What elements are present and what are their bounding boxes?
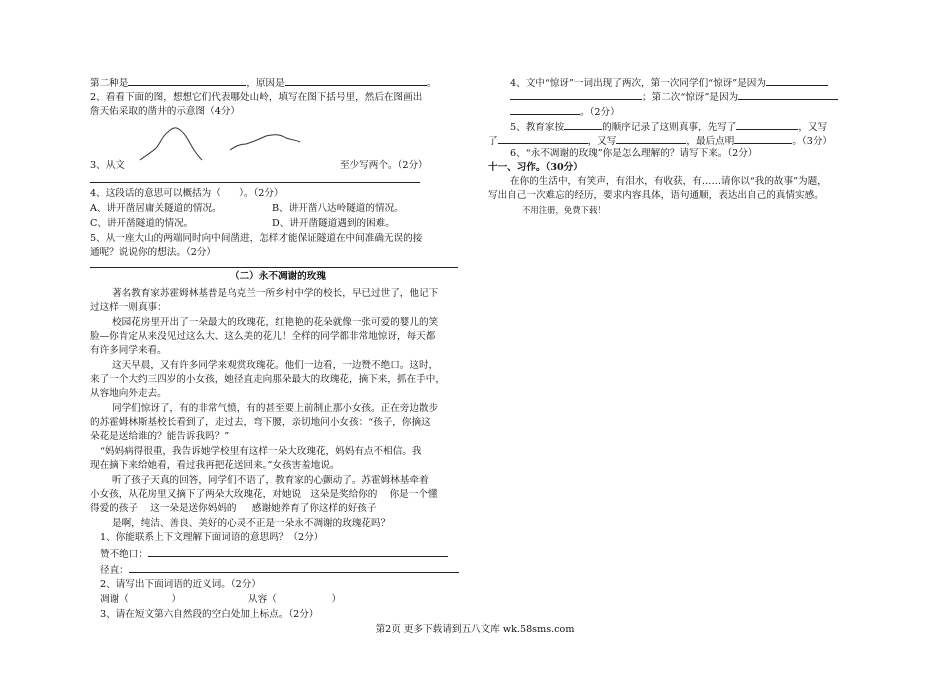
passage-p4-l2: 的苏霍姆林斯基校长看到了，走过去，弯下腰，亲切地问小女孩：“孩子，你摘这 bbox=[90, 417, 431, 428]
writing-prompt-line2: 写出自己一次难忘的经历，要求内容具体，语句通顺，表达出自己的真情实感。 bbox=[488, 190, 824, 201]
question-2-line2: 詹天佑采取的凿井的示意图（4分） bbox=[90, 106, 241, 117]
option-b: B、讲开凿八达岭隧道的情况。 bbox=[272, 203, 404, 214]
passage-p5-l1: “妈妈病得很重，我告诉她学校里有这样一朵大玫瑰花，妈妈有点不相信。我 bbox=[100, 446, 422, 457]
answer-line-q3 bbox=[90, 182, 420, 183]
synonym-congrong: 从容（ ） bbox=[248, 594, 342, 605]
option-d: D、讲开凿隧道遇到的困难。 bbox=[272, 218, 395, 229]
passage-p6-l3: 得爱的孩子 这一朵是送你妈妈的 感谢她养育了你这样的好孩子 bbox=[90, 503, 377, 514]
passage-p3-l2: 来了一个大约三四岁的小女孩，她径直走向那朵最大的玫瑰花，摘下来，抓在手中， bbox=[90, 374, 445, 385]
passage-p1-l2: 过这样一则真事： bbox=[90, 302, 167, 313]
passage-p1-l1: 著名教育家苏霍姆林基普是乌克兰一所乡村中学的校长，早已过世了，他记下 bbox=[112, 288, 439, 299]
question-r5-line1: 5、教育家按 的顺序记录了这则真事，先写了 ，又写 bbox=[510, 122, 828, 133]
mountain-right-sketch bbox=[230, 135, 300, 150]
question-5-line1: 5、从一座大山的两端同时向中间凿进，怎样才能保证隧道在中间准确无误的接 bbox=[90, 233, 423, 244]
section-2-title: （二）永不凋谢的玫瑰 bbox=[230, 271, 326, 282]
passage-p7: 是啊，纯洁、善良、美好的心灵不正是一朵永不凋谢的玫瑰花吗？ bbox=[112, 518, 391, 529]
question-r4-line2: ；第二次“惊讶”是因为 bbox=[510, 90, 838, 104]
answer-zanbujuekou: 赞不绝口： bbox=[100, 547, 448, 561]
passage-p2-l3: 有许多同学来看。 bbox=[90, 345, 167, 356]
answer-line-q5 bbox=[90, 267, 458, 268]
passage-p5-l2: 现在摘下来给她看，看过我再把花送回来。”女孩害羞地说。 bbox=[90, 460, 340, 471]
free-download-note: 不用注册，免费下载！ bbox=[522, 205, 606, 215]
passage-p6-l1: 听了孩子天真的回答，同学们不语了，教育家的心颤动了。苏霍姆林基牵着 bbox=[112, 475, 429, 486]
passage-p3-l1: 这天早晨，又有许多同学来观赏玫瑰花。他们一边看，一边赞不绝口。这时， bbox=[112, 360, 439, 371]
option-a: A、讲开凿居庸关隧道的情况。 bbox=[90, 203, 222, 214]
passage-p2-l2: 脸—你肯定从来没见过这么大、这么美的花儿！全样的同学都非常地惊讶，每天都 bbox=[90, 331, 436, 342]
synonym-diaoxie: 凋谢（ ） bbox=[100, 594, 182, 605]
question-2-line1: 2、看看下面的图，想想它们代表哪处山岭，填写在图下括号里，然后在图画出 bbox=[90, 92, 423, 103]
passage-p4-l3: 朵花是送给谁的？能告诉我吗？” bbox=[90, 431, 230, 442]
question-r6: 6、“永不凋谢的玫瑰”你是怎么理解的？请写下来。（2分） bbox=[510, 148, 758, 159]
passage-p6-l2: 小女孩，从花房里又摘下了两朵大玫瑰花，对她说 这朵是奖给你的 你是一个懂 bbox=[90, 489, 438, 500]
writing-prompt-line1: 在你的生活中，有笑声，有泪水，有收获，有……请你以“我的故事”为题， bbox=[510, 176, 827, 187]
sub-question-1: 1、你能联系上下文理解下面词语的意思吗？（2分） bbox=[100, 532, 324, 543]
section-11-title: 十一、习作。（30分） bbox=[488, 162, 583, 173]
option-c: C、讲开凿隧道的情况。 bbox=[90, 218, 194, 229]
passage-p4-l1: 同学们惊讶了，有的非常气愤，有的甚至要上前制止那小女孩。正在旁边散步 bbox=[112, 403, 439, 414]
question-r4-line1: 4、文中“惊讶”一词出现了两次，第一次同学们“惊讶”是因为 bbox=[510, 76, 828, 90]
sub-question-3: 3、请在短文第六自然段的空白处加上标点。（2分） bbox=[100, 609, 319, 620]
passage-p3-l3: 从容地向外走去。 bbox=[90, 388, 167, 399]
answer-line-second-type: 第二种是 ，原因是 。 bbox=[90, 78, 437, 89]
question-r4-line3: 。（2分） bbox=[510, 105, 620, 119]
sub-question-2: 2、请写出下面词语的近义词。（2分） bbox=[100, 579, 261, 590]
question-5-line2: 通呢？说说你的想法。（2分） bbox=[90, 247, 217, 258]
mountain-left-sketch bbox=[140, 128, 202, 160]
question-3-end: 至少写两个。（2分） bbox=[340, 160, 428, 171]
question-3-start: 3、从文 bbox=[90, 160, 125, 171]
question-4: 4、这段话的意思可以概括为（ ）。（2分） bbox=[90, 188, 284, 199]
answer-jingzhi: 径直： bbox=[100, 563, 459, 577]
question-r5-line2: 了 ，又写 ，最后点明 。（3分） bbox=[488, 136, 833, 147]
passage-p2-l1: 校园花房里开出了一朵最大的玫瑰花，红艳艳的花朵就像一张可爱的婴儿的笑 bbox=[112, 317, 439, 328]
page-footer: 第2页 更多下载请到五八文库 wk.58sms.com bbox=[375, 624, 575, 635]
